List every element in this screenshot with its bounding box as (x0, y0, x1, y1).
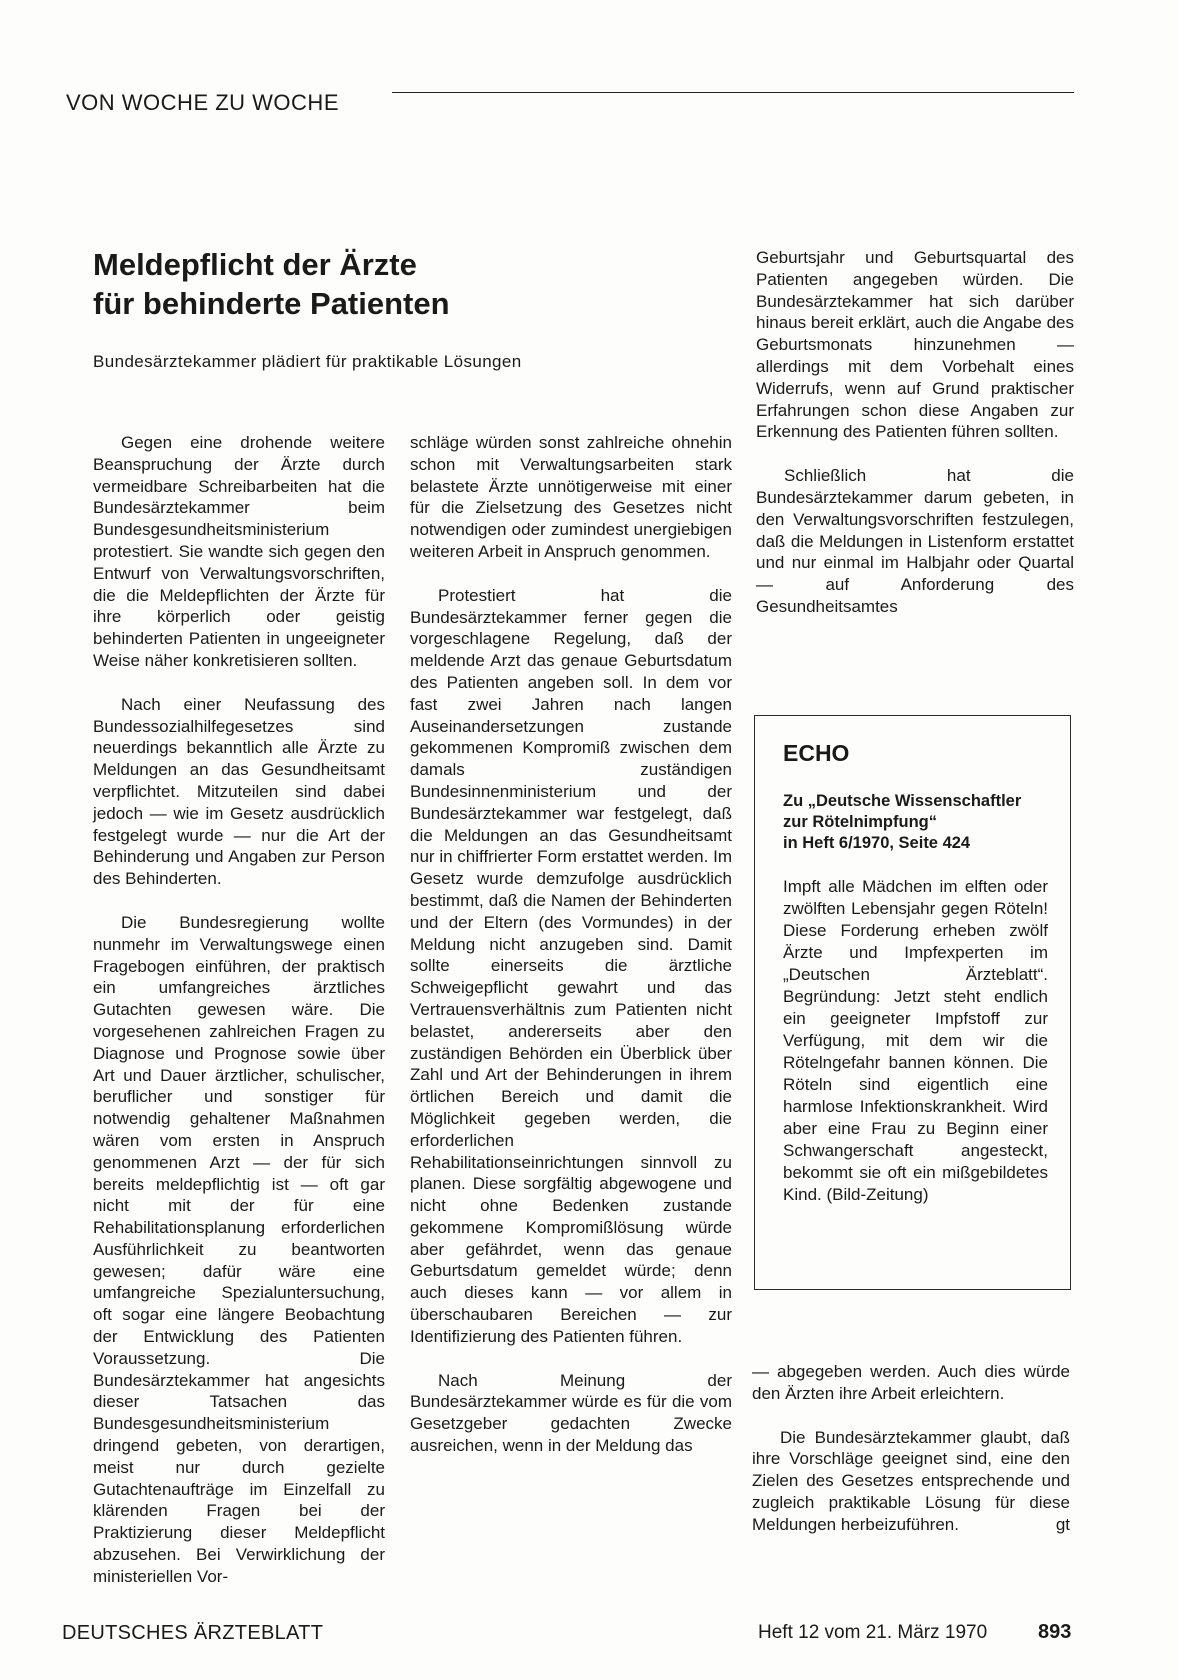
echo-reference-line: in Heft 6/1970, Seite 424 (783, 834, 971, 852)
article-headline (93, 245, 653, 323)
author-initials: gt (1055, 1514, 1070, 1534)
paragraph: Gegen eine drohende weitere Beanspruchung der Ärzte durch vermeidbare Schreibarbeiten hat die Bundesärztekammer beim Bundesgesundheitsministerium protestiert. Sie wandte sich gegen den Entwurf von Verwaltungsvorschriften, die die Meldepflichten der Ärzte für ihre körperlich oder geistig behinderten Patienten in ungeeigneter Weise näher konkretisieren sollten. (93, 433, 385, 670)
paragraph: Nach Meinung der Bundesärztekammer würde es für die vom Gesetzgeber gedachten Zwecke ausreichen, wenn in der Meldung das (410, 1370, 732, 1456)
journal-name: DEUTSCHES ÄRZTEBLATT (62, 1622, 324, 1644)
headline-line-1: Meldepflicht der Ärzte (93, 247, 417, 282)
echo-reference-line: Zu „Deutsche Wissenschaftler zur Rötelnimpfung“ (783, 792, 1022, 831)
paragraph: Die Bundesregierung wollte nunmehr im Verwaltungswege einen Fragebogen einführen, der praktisch ein umfangreiches ärztliches Gutachten gewesen wäre. Die vorgesehenen zahlreichen Fragen zu Diagnose und Prognose sowie über Art und Dauer ärztlicher, schulischer, beruflicher und sonstiger für notwendig gehaltener Maßnahmen wären vom ersten in Anspruch genommenen Arzt — der für sich bereits meldepflichtig ist — oft gar nicht mit der für eine Rehabilitationsplanung erforderlichen Ausführlichkeit zu beantworten gewesen; dafür wäre eine umfangreiche Spezialuntersuchung, oft sogar eine längere Beobachtung der Entwicklung des Patienten Voraussetzung. Die Bundesärztekammer hat angesichts dieser Tatsachen das Bundesgesundheitsministerium dringend gebeten, von derartigen, meist nur durch gezielte Gutachtenaufträge im Einzelfall zu klärenden Fragen bei der Praktizierung dieser Meldepflicht abzusehen. Bei Verwirklichung der ministeriellen Vor- (93, 912, 385, 1586)
page-number: 893 (1038, 1621, 1072, 1643)
echo-text: Impft alle Mädchen im elften oder zwölften Lebensjahr gegen Röteln! Diese Forderung erheben zwölf Ärzte und Impfexperten im „Deutschen Ärzteblatt“. Begründung: Jetzt steht endlich ein geeigneter Impfstoff zur Verfügung, mit dem wir die Rötelngefahr bannen können. Die Röteln sind eigentlich eine harmlose Infektionskrankheit. Wird aber eine Frau zu Beginn einer Schwangerschaft angesteckt, bekommt sie oft ein mißgebildetes Kind. (Bild-Zeitung) (783, 877, 1048, 1204)
paragraph: Protestiert hat die Bundesärztekammer ferner gegen die vorgeschlagene Regelung, daß der meldende Arzt das genaue Geburtsdatum des Patienten angeben soll. In dem vor fast zwei Jahren nach langen Auseinandersetzungen zustande gekommenen Kompromiß zwischen dem damals zuständigen Bundesinnenministerium und der Bundesärztekammer war festgelegt, daß die Meldungen an das Gesundheitsamt nur in chiffrierter Form erstattet werden. Im Gesetz wurde demzufolge ausdrücklich bestimmt, daß die Namen der Behinderten und der Eltern (des Vormundes) in der Meldung nicht anzugeben sind. Damit sollte einerseits die ärztliche Schweigepflicht gewahrt und das Vertrauensverhältnis zum Patienten nicht belastet, andererseits aber den zuständigen Behörden ein Überblick über Zahl und Art der Behinderungen in ihrem örtlichen Bereich und damit die Möglichkeit gegeben werden, die erforderlichen Rehabilitationseinrichtungen sinnvoll zu planen. Diese sorgfältig abgewogene und nicht ohne Bedenken zustande gekommene Kompromißlösung würde aber gefährdet, wenn das genaue Geburtsdatum gemeldet würde; denn auch dieses kann — vor allem in überschaubaren Bereichen — zur Identifizierung des Patienten führen. (410, 585, 732, 1346)
issue-info: Heft 12 vom 21. März 1970 (758, 1622, 988, 1643)
paragraph: Geburtsjahr und Geburtsquartal des Patienten angegeben würden. Die Bundesärztekammer hat sich darüber hinaus bereit erklärt, auch die Angabe des Geburtsmonats hinzunehmen — allerdings mit dem Vorbehalt eines Widerrufs, wenn auf Grund praktischer Erfahrungen schon diese Angaben zur Erkennung des Patienten führen sollten. (756, 248, 1074, 442)
paragraph: Schließlich hat die Bundesärztekammer darum gebeten, in den Verwaltungsvorschriften festzulegen, daß die Meldungen in Listenform erstattet und nur einmal im Halbjahr oder Quartal — auf Anforderung des Gesundheitsamtes (756, 466, 1074, 616)
column-1 (93, 432, 385, 1610)
echo-title: ECHO (783, 740, 850, 766)
column-3-top (756, 247, 1074, 640)
echo-reference (783, 791, 1048, 854)
column-2 (410, 432, 732, 1479)
section-heading: VON WOCHE ZU WOCHE (66, 90, 339, 115)
paragraph: Nach einer Neufassung des Bundessozialhilfegesetzes sind neuerdings bekanntlich alle Ärzte zu Meldungen an das Gesundheitsamt verpflichtet. Mitzuteilen sind dabei jedoch — wie im Gesetz ausdrücklich festgelegt wurde — nur die Art der Behinderung und Angaben zur Person des Behinderten. (93, 694, 385, 889)
closing-text: Die Bundesärztekammer glaubt, daß ihre Vorschläge geeignet sind, eine den Zielen des Gesetzes entsprechende und zugleich praktikable Lösung für diese Meldungen herbeizuführen. (752, 1427, 1070, 1534)
column-3-bottom (752, 1361, 1070, 1558)
headline-line-2: für behinderte Patienten (93, 286, 450, 322)
paragraph: schläge würden sonst zahlreiche ohnehin schon mit Verwaltungsarbeiten stark belastete Ärzte unnötigerweise mit einer für die Zielsetzung des Gesetzes nicht notwendigen oder zumindest unergiebigen weiteren Arbeit in Anspruch genommen. (410, 433, 732, 561)
closing-paragraph (752, 1427, 1070, 1536)
paragraph: — abgegeben werden. Auch dies würde den Ärzten ihre Arbeit erleichtern. (752, 1362, 1070, 1403)
echo-box (754, 715, 1071, 1290)
article-subtitle: Bundesärztekammer plädiert für praktikable Lösungen (93, 352, 522, 371)
section-rule (392, 92, 1074, 93)
